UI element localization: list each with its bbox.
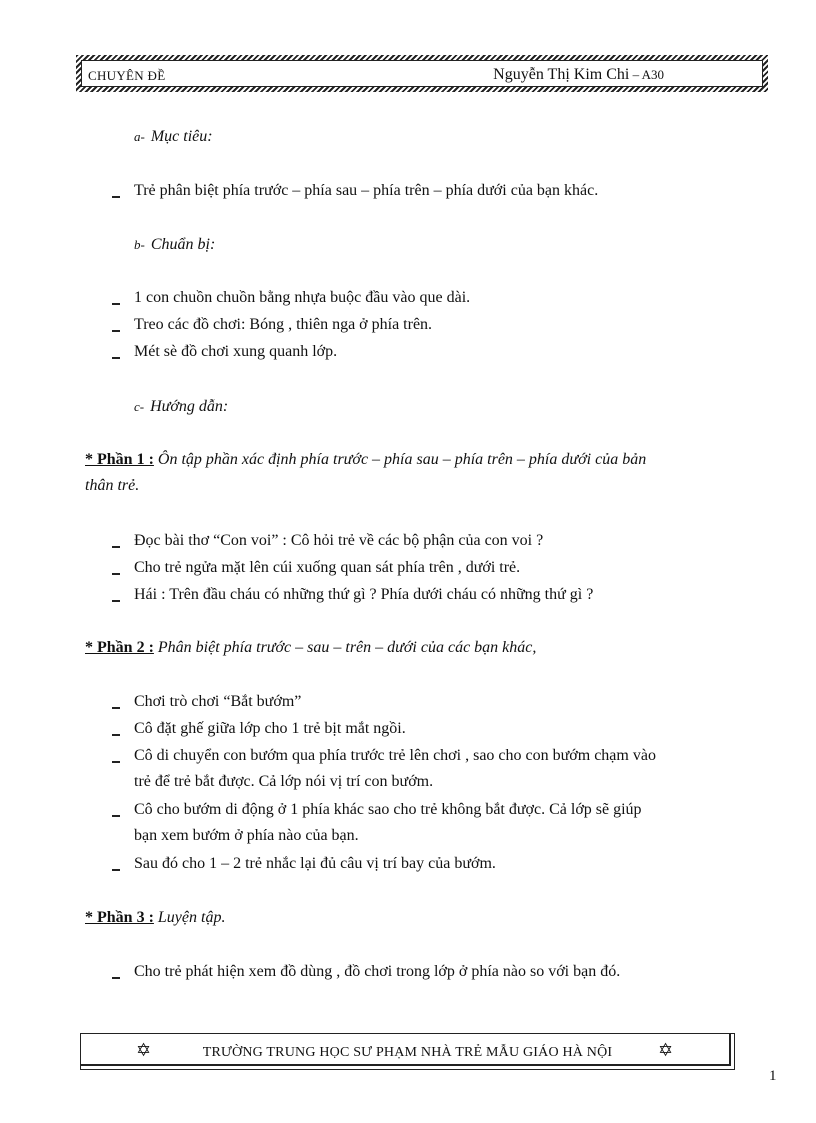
list-item: Cho trẻ ngửa mặt lên cúi xuống quan sát phía trên , dưới trẻ. xyxy=(134,559,521,576)
part2-label: * Phần 2 : xyxy=(85,639,154,656)
list-item: 1 con chuồn chuồn bằng nhựa buộc đầu vào que dài. xyxy=(134,289,471,306)
list-item: Sau đó cho 1 – 2 trẻ nhắc lại đủ câu vị trí bay của bướm. xyxy=(134,855,496,872)
section-c-letter: c- xyxy=(134,399,145,414)
part3-title: Luyện tập. xyxy=(157,909,226,926)
list-item: Hái : Trên đầu cháu có những thứ gì ? Phía dưới cháu có những thứ gì ? xyxy=(134,586,594,603)
list-item: Trẻ phân biệt phía trước – phía sau – phía trên – phía dưới của bạn khác. xyxy=(134,182,599,199)
part1-title-line2: thân trẻ. xyxy=(85,477,140,494)
bullet-dash xyxy=(112,600,120,602)
part1-title-line1: Ôn tập phần xác định phía trước – phía sau – phía trên – phía dưới của bản xyxy=(157,451,647,468)
star-of-david-icon: ✡ xyxy=(658,1040,674,1060)
bullet-dash xyxy=(112,330,120,332)
bullet-dash xyxy=(112,707,120,709)
list-item: Cô cho bướm di động ở 1 phía khác sao cho trẻ không bắt được. Cả lớp sẽ giúp xyxy=(134,801,642,818)
bullet-dash xyxy=(112,357,120,359)
part3-label: * Phần 3 : xyxy=(85,909,154,926)
list-item: Cho trẻ phát hiện xem đồ dùng , đồ chơi trong lớp ở phía nào so với bạn đó. xyxy=(134,963,621,980)
section-c-title: Hướng dẫn: xyxy=(150,398,229,415)
list-item-continuation: bạn xem bướm ở phía nào của bạn. xyxy=(134,827,359,844)
section-b-heading xyxy=(134,236,215,254)
section-a-heading xyxy=(134,128,213,146)
list-item: Treo các đồ chơi: Bóng , thiên nga ở phía trên. xyxy=(134,316,433,333)
header-frame xyxy=(81,60,763,87)
list-item: Chơi trò chơi “Bắt bướm” xyxy=(134,693,302,710)
section-a-title: Mục tiêu: xyxy=(150,128,213,145)
list-item: Cô di chuyển con bướm qua phía trước trẻ lên chơi , sao cho con bướm chạm vào xyxy=(134,747,656,764)
section-a-letter: a- xyxy=(134,129,145,144)
author-name: Nguyễn Thị Kim Chi xyxy=(493,66,630,83)
part1-label: * Phần 1 : xyxy=(85,451,154,468)
bullet-dash xyxy=(112,573,120,575)
page-footer xyxy=(80,1033,735,1070)
part2-heading xyxy=(85,635,536,661)
bullet-dash xyxy=(112,196,120,198)
section-b-letter: b- xyxy=(134,237,145,252)
author-class: – A30 xyxy=(629,67,664,82)
bullet-dash xyxy=(112,869,120,871)
part3-heading xyxy=(85,905,225,931)
section-b-title: Chuẩn bị: xyxy=(150,236,216,253)
list-item: Mét sè đồ chơi xung quanh lớp. xyxy=(134,343,338,360)
bullet-dash xyxy=(112,815,120,817)
section-c-heading xyxy=(134,398,228,416)
header-author xyxy=(493,66,664,84)
bullet-dash xyxy=(112,761,120,763)
bullet-dash xyxy=(112,977,120,979)
list-item: Đọc bài thơ “Con voi” : Cô hỏi trẻ về các bộ phận của con voi ? xyxy=(134,532,544,549)
page-header xyxy=(76,55,768,92)
star-of-david-icon: ✡ xyxy=(136,1040,152,1060)
bullet-dash xyxy=(112,303,120,305)
footer-school-name: TRƯỜNG TRUNG HỌC SƯ PHẠM NHÀ TRẺ MẪU GIÁO HÀ NỘI xyxy=(202,1045,613,1060)
bullet-dash xyxy=(112,734,120,736)
bullet-dash xyxy=(112,546,120,548)
header-topic: CHUYÊN ĐỀ xyxy=(88,68,166,83)
list-item: Cô đặt ghế giữa lớp cho 1 trẻ bịt mắt ngồi. xyxy=(134,720,406,737)
part1-heading xyxy=(85,447,646,473)
page-number: 1 xyxy=(769,1068,777,1084)
list-item-continuation: trẻ để trẻ bắt được. Cả lớp nói vị trí con bướm. xyxy=(134,773,434,790)
part2-title: Phân biệt phía trước – sau – trên – dưới của các bạn khác, xyxy=(157,639,537,656)
